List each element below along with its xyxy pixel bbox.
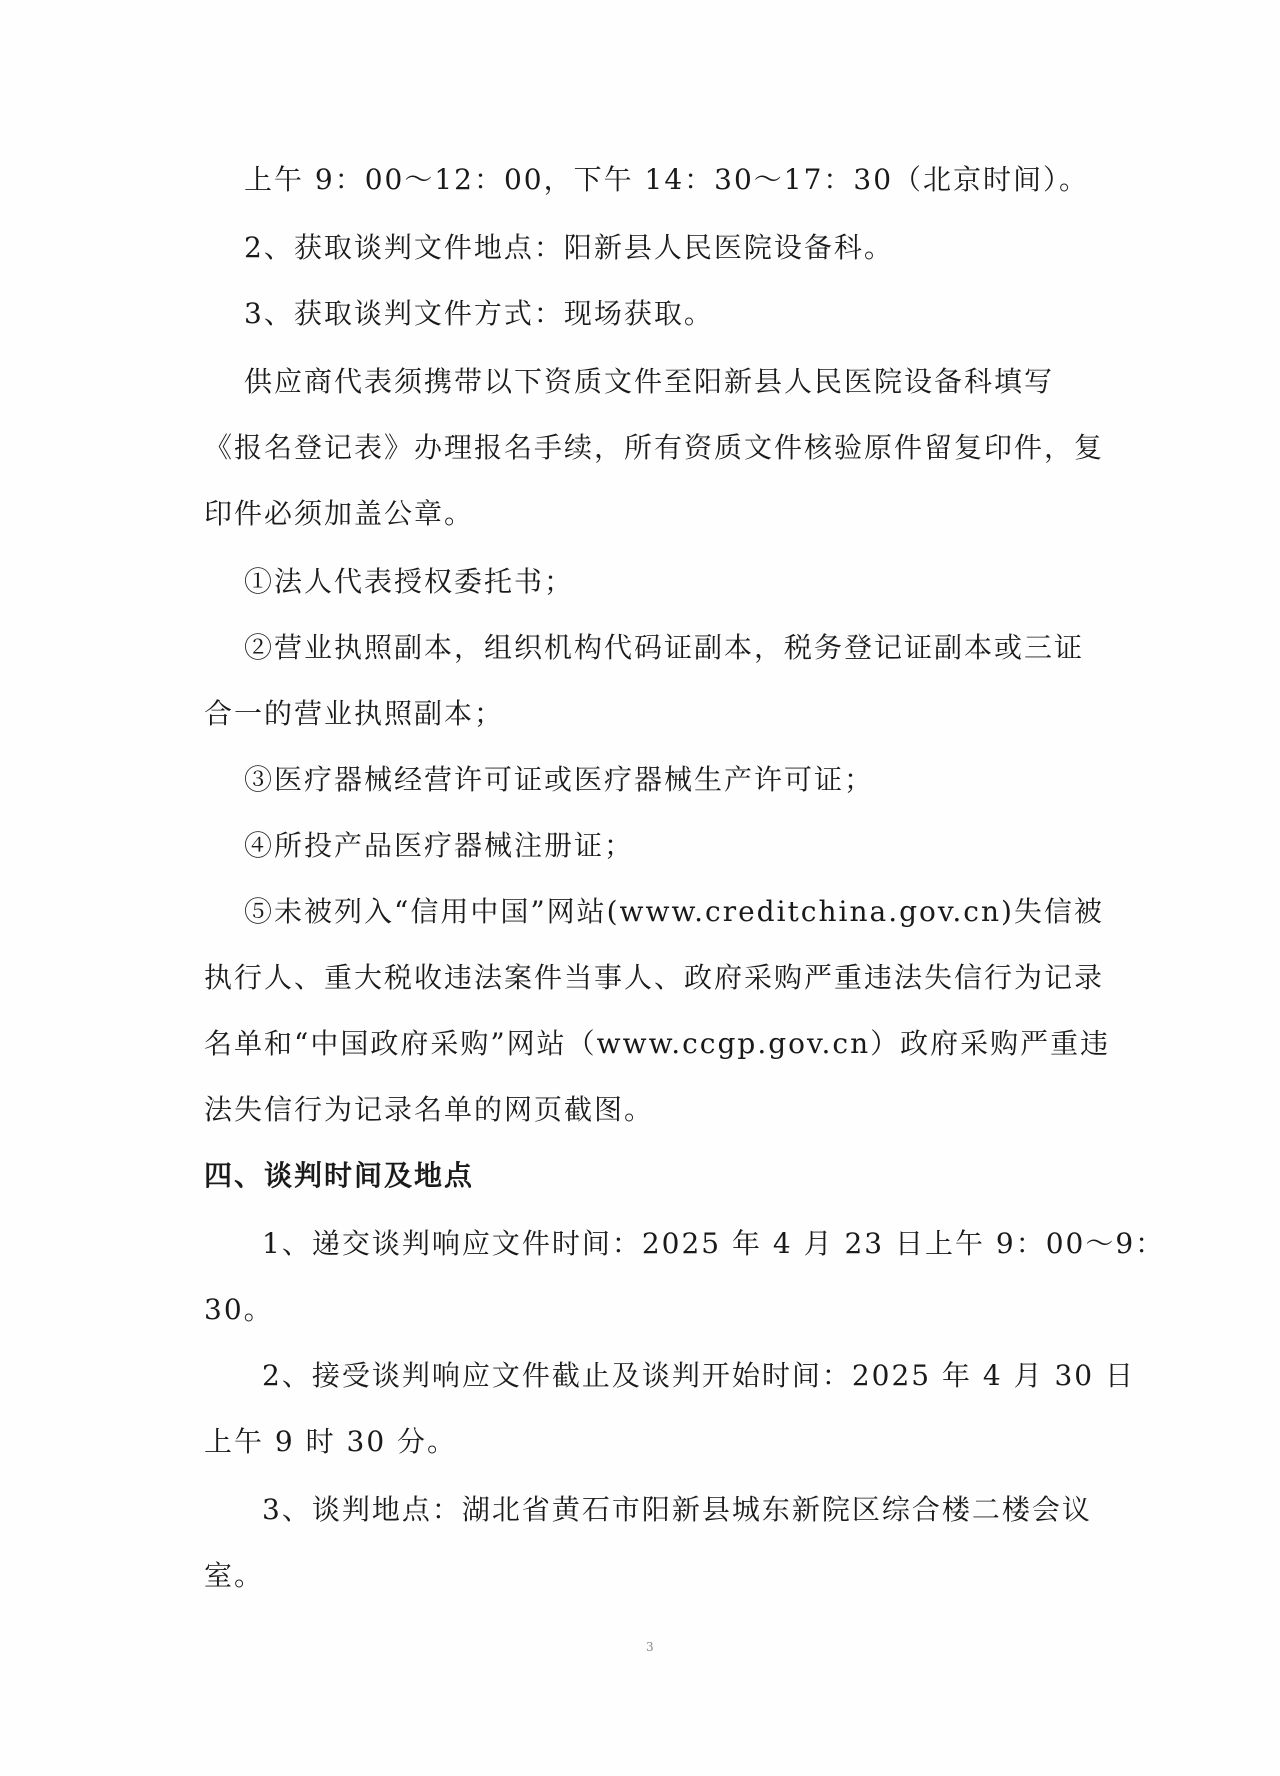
text-line-doc-4: ④所投产品医疗器械注册证； bbox=[244, 829, 635, 862]
text-line-submit-time-b: 30。 bbox=[204, 1293, 274, 1326]
text-line-office-hours: 上午 9：00～12：00，下午 14：30～17：30（北京时间）。 bbox=[244, 163, 1090, 196]
text-line-venue-b: 室。 bbox=[204, 1559, 265, 1592]
text-line-deadline-a: 2、接受谈判响应文件截止及谈判开始时间：2025 年 4 月 30 日 bbox=[262, 1359, 1136, 1392]
text-line-supplier-para-1: 供应商代表须携带以下资质文件至阳新县人民医院设备科填写 bbox=[244, 365, 1055, 398]
text-line-deadline-b: 上午 9 时 30 分。 bbox=[204, 1425, 458, 1458]
text-line-doc-1: ①法人代表授权委托书； bbox=[244, 565, 575, 598]
text-line-item-3-method: 3、获取谈判文件方式：现场获取。 bbox=[244, 297, 714, 330]
text-line-submit-time-a: 1、递交谈判响应文件时间：2025 年 4 月 23 日上午 9：00～9： bbox=[262, 1227, 1166, 1260]
text-line-supplier-para-3: 印件必须加盖公章。 bbox=[204, 497, 475, 530]
text-line-venue-a: 3、谈判地点：湖北省黄石市阳新县城东新院区综合楼二楼会议 bbox=[262, 1493, 1092, 1526]
text-line-doc-3: ③医疗器械经营许可证或医疗器械生产许可证； bbox=[244, 763, 875, 796]
text-line-doc-5a: ⑤未被列入“信用中国”网站(www.creditchina.gov.cn)失信被 bbox=[244, 895, 1104, 928]
page-number: 3 bbox=[646, 1640, 654, 1654]
text-line-doc-5d: 法失信行为记录名单的网页截图。 bbox=[204, 1093, 655, 1126]
text-line-doc-2b: 合一的营业执照副本； bbox=[204, 697, 505, 730]
text-line-doc-2a: ②营业执照副本，组织机构代码证副本，税务登记证副本或三证 bbox=[244, 631, 1085, 664]
section-heading-4: 四、谈判时间及地点 bbox=[204, 1159, 475, 1192]
text-line-supplier-para-2: 《报名登记表》办理报名手续，所有资质文件核验原件留复印件，复 bbox=[204, 431, 1105, 464]
text-line-item-2-location: 2、获取谈判文件地点：阳新县人民医院设备科。 bbox=[244, 231, 894, 264]
text-line-doc-5b: 执行人、重大税收违法案件当事人、政府采购严重违法失信行为记录 bbox=[204, 961, 1105, 994]
text-line-doc-5c: 名单和“中国政府采购”网站（www.ccgp.gov.cn）政府采购严重违 bbox=[204, 1027, 1111, 1060]
